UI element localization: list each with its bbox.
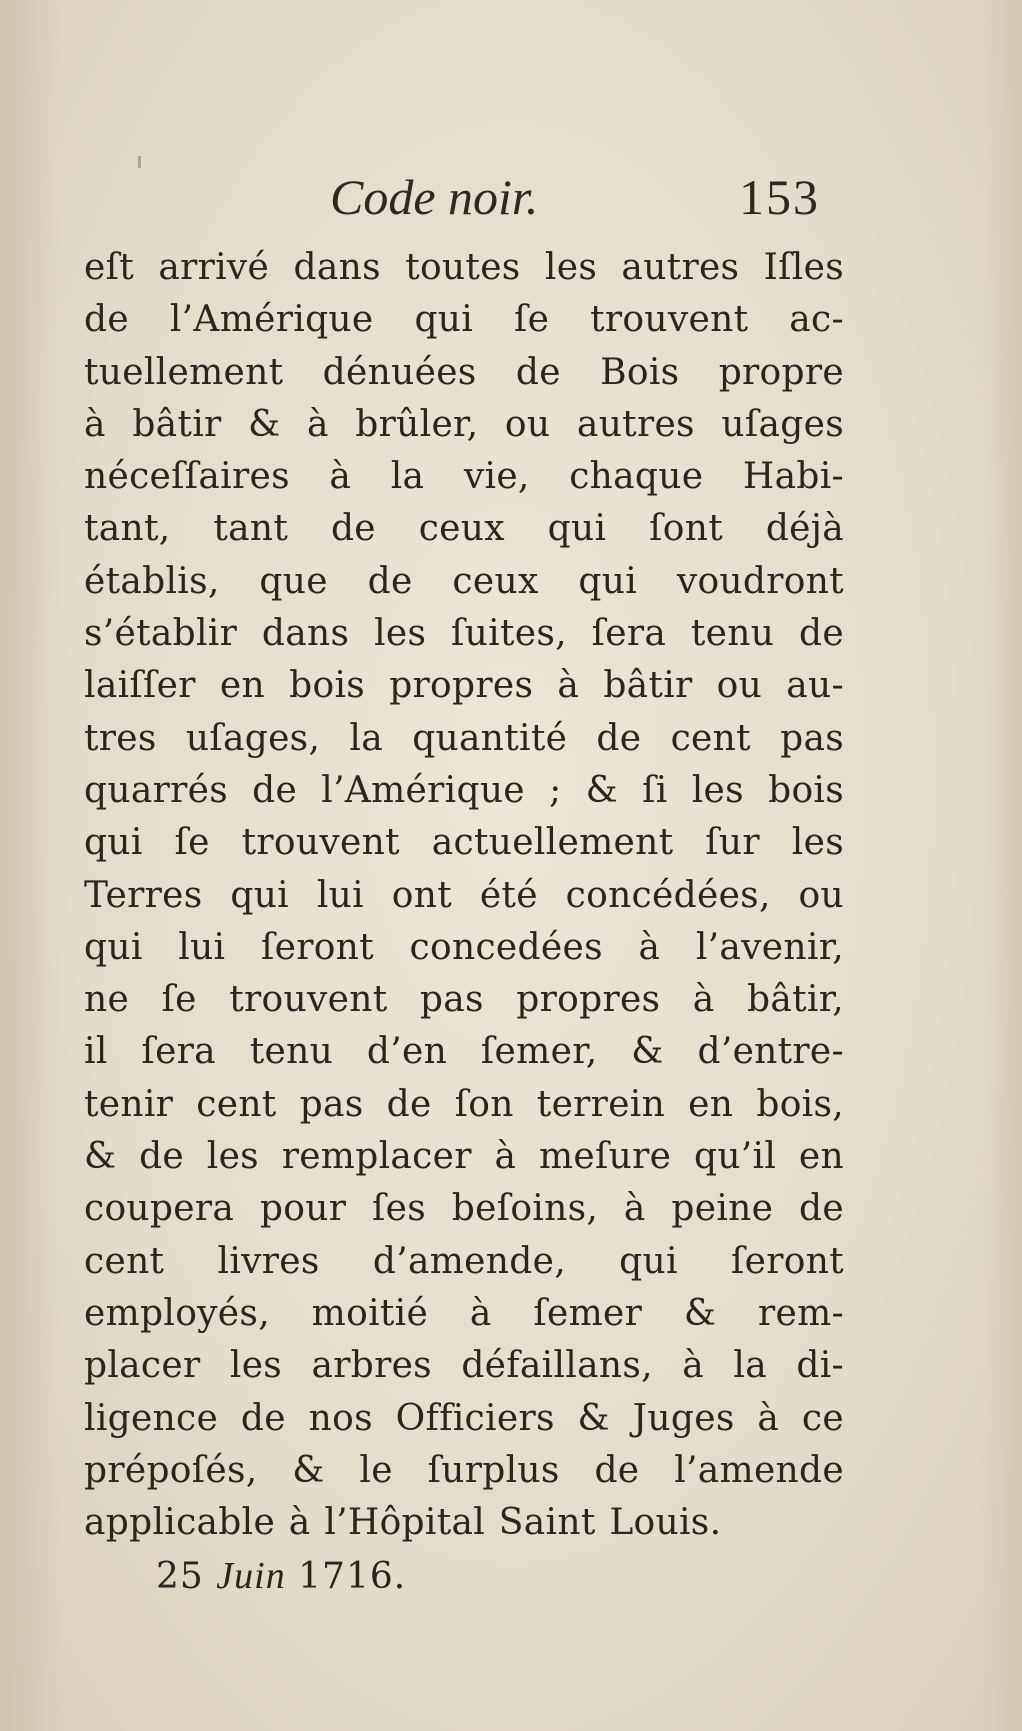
text-line: coupera pour ſes beſoins, à peine de <box>84 1188 844 1230</box>
text-line: tuellement dénuées de Bois propre <box>84 351 844 393</box>
text-line: il ſera tenu d’en ſemer, & d’entre- <box>84 1031 844 1073</box>
text-line: employés, moitié à ſemer & rem- <box>84 1292 844 1334</box>
body-text <box>84 242 844 1549</box>
text-line: placer les arbres défaillans, à la di- <box>84 1345 844 1387</box>
page-number: 153 <box>739 169 820 225</box>
date-day: 25 <box>156 1556 204 1598</box>
text-block <box>84 168 844 1603</box>
text-line: à bâtir & à brûler, ou autres uſages <box>84 403 844 445</box>
text-line: de l’Amérique qui ſe trouvent ac- <box>84 299 844 341</box>
text-line: prépoſés, & le ſurplus de l’amende <box>84 1449 844 1491</box>
page-edge-shadow-right <box>982 0 1022 1731</box>
text-line: qui lui ſeront concedées à l’avenir, <box>84 926 844 968</box>
text-line: qui ſe trouvent actuellement ſur les <box>84 822 844 864</box>
text-line: eſt arrivé dans toutes les autres Iſles <box>84 247 844 288</box>
text-line: cent livres d’amende, qui ſeront <box>84 1240 844 1282</box>
text-line: tenir cent pas de ſon terrein en bois, <box>84 1083 844 1125</box>
text-line: ne ſe trouvent pas propres à bâtir, <box>84 979 844 1021</box>
text-line: établis, que de ceux qui voudront <box>84 560 844 602</box>
text-line: tres uſages, la quantité de cent pas <box>84 717 844 759</box>
text-line: laiſſer en bois propres à bâtir ou au- <box>84 665 844 707</box>
text-line: néceſſaires à la vie, chaque Habi- <box>84 456 844 498</box>
ink-mark <box>138 156 141 168</box>
text-line: s’établir dans les ſuites, ſera tenu de <box>84 613 844 655</box>
text-line: applicable à l’Hôpital Saint Louis. <box>84 1502 722 1544</box>
dateline <box>156 1549 844 1603</box>
text-line: Terres qui lui ont été concédées, ou <box>84 874 844 916</box>
text-line: ligence de nos Officiers & Juges à ce <box>84 1397 844 1439</box>
running-title: Code noir. <box>330 169 539 225</box>
running-head <box>84 168 844 242</box>
page-edge-shadow-left <box>0 0 60 1731</box>
text-line: tant, tant de ceux qui ſont déjà <box>84 508 844 550</box>
date-year: 1716. <box>298 1556 407 1598</box>
text-line: & de les remplacer à meſure qu’il en <box>84 1136 844 1178</box>
text-line: quarrés de l’Amérique ; & ſi les bois <box>84 769 844 811</box>
date-month: Juin <box>216 1555 286 1598</box>
